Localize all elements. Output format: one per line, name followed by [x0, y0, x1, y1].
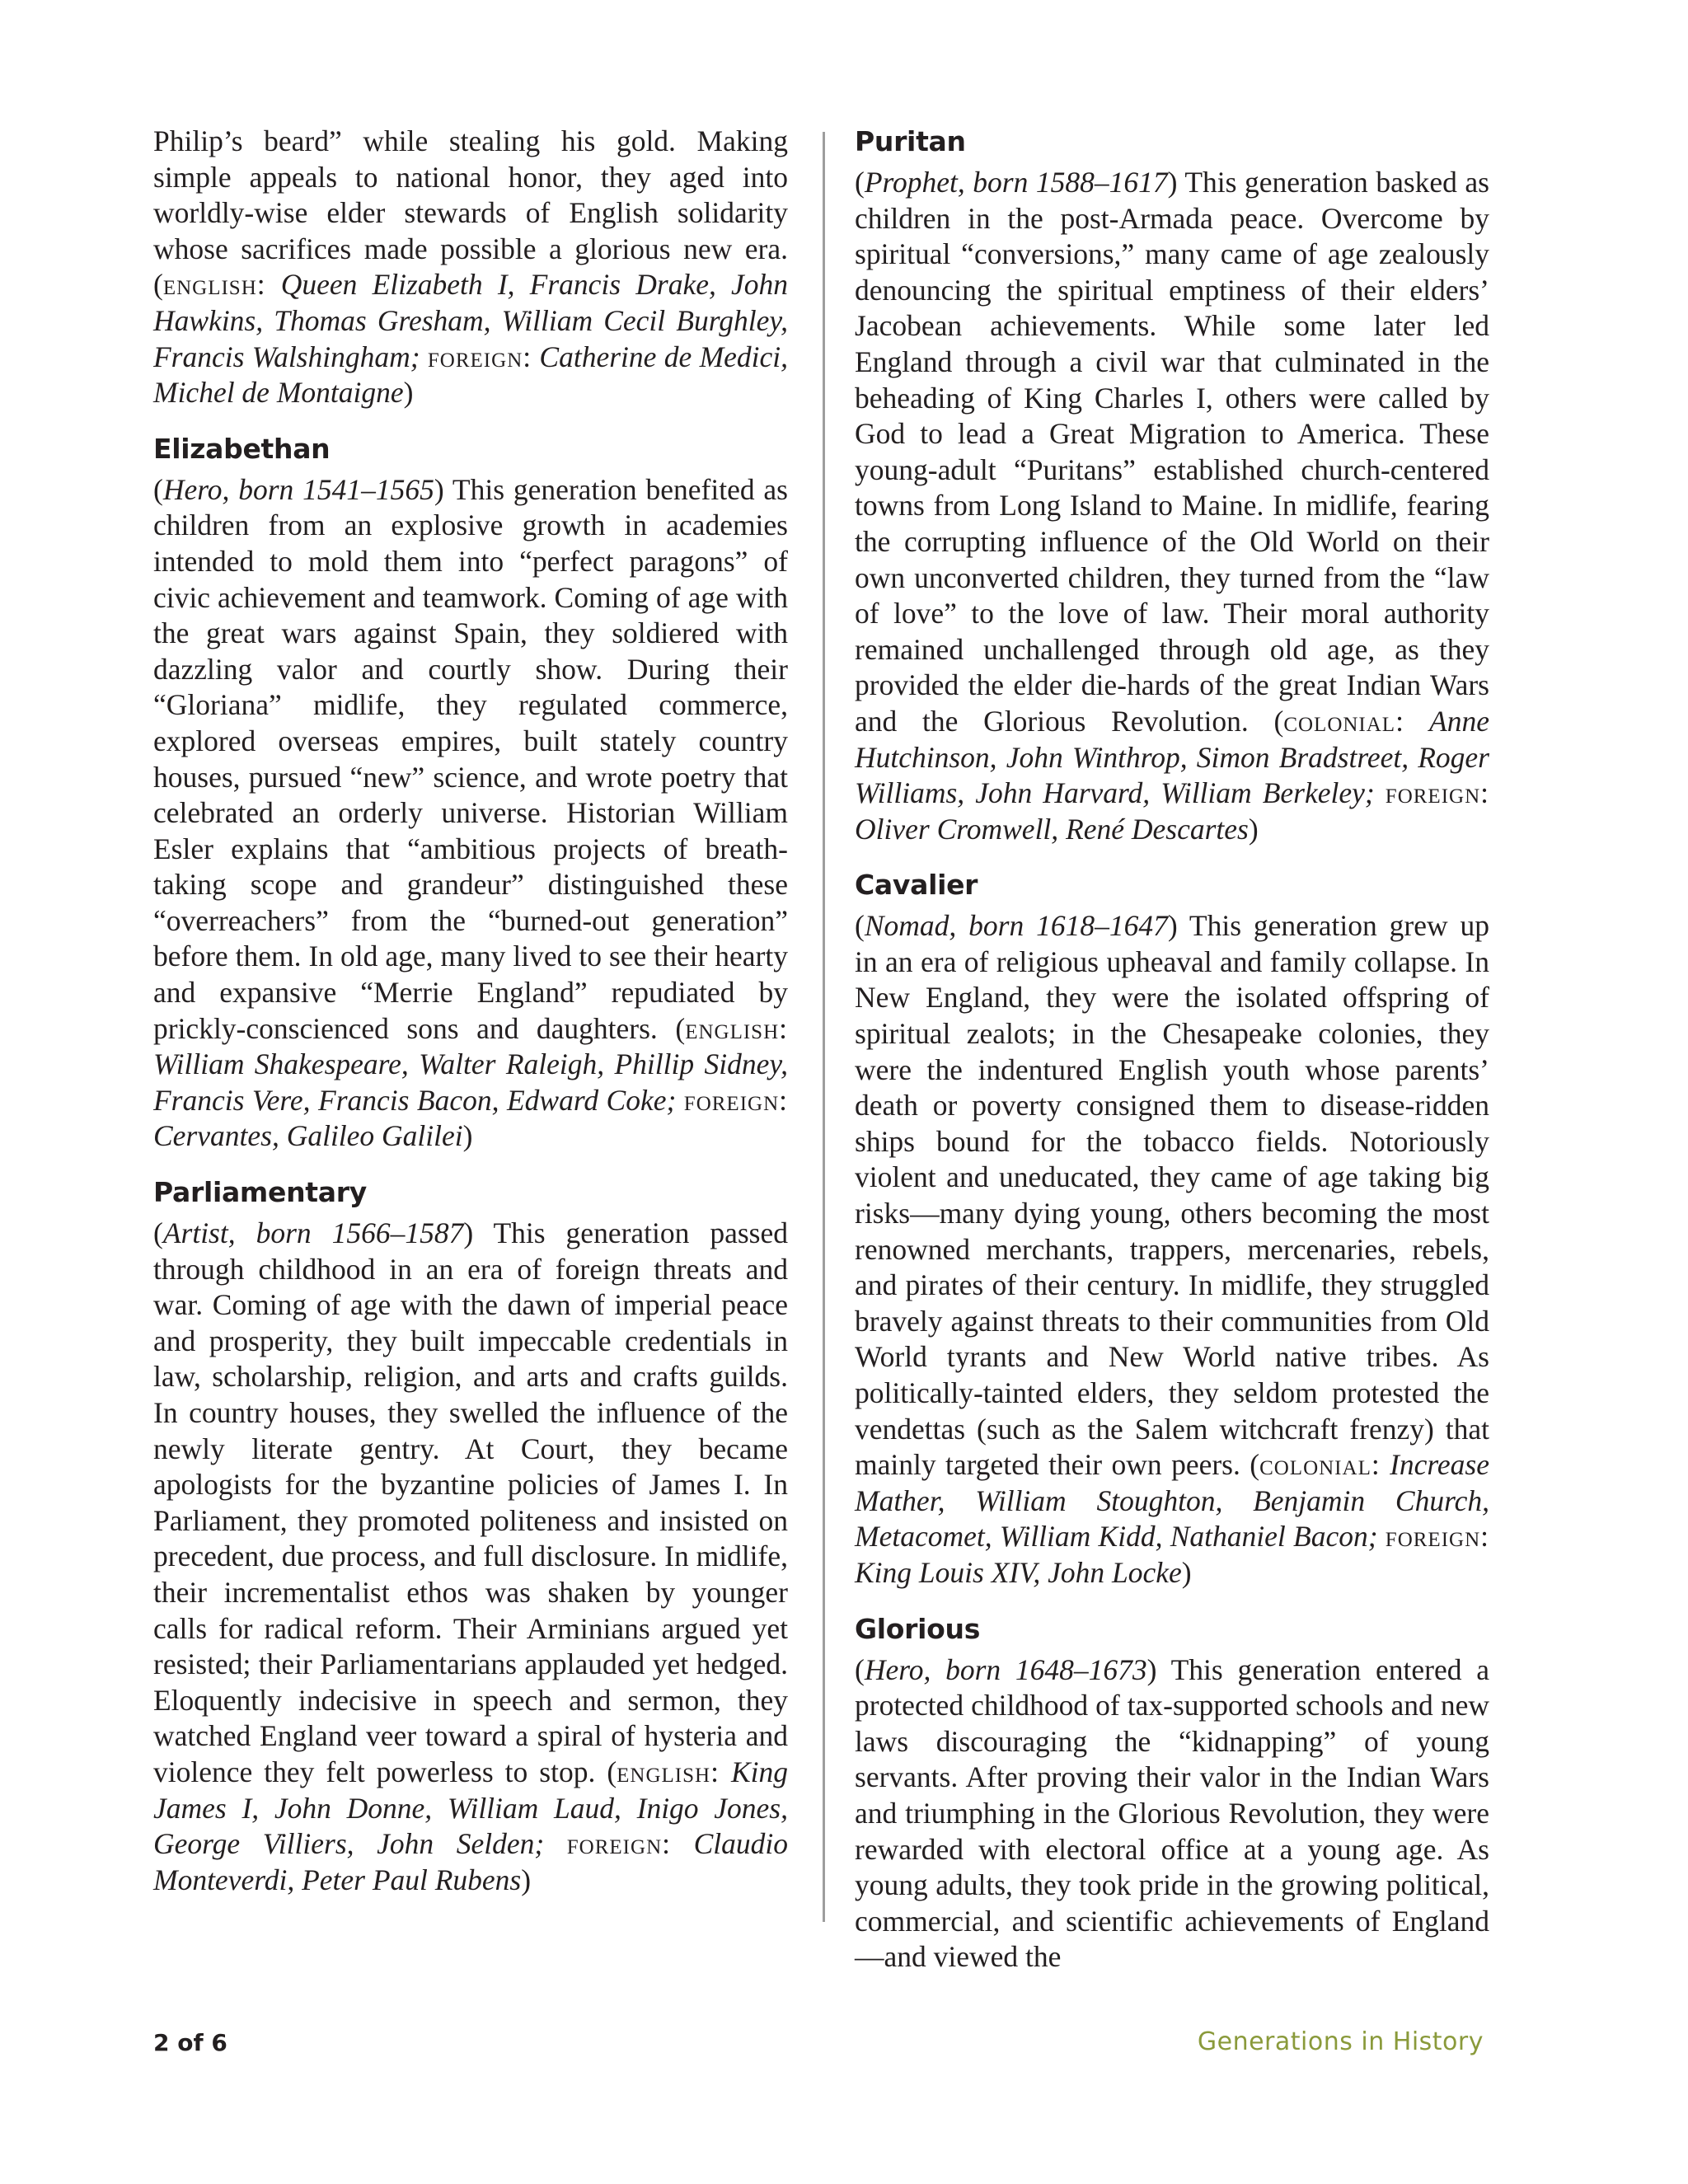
body-text: This generation basked as children in the post-Armada peace. Overcome by spiritual “conversions,” many came of age zealously denouncing the spiritual emptiness of their elders’ Jacobean achievements. While some later led England through a civil war that culminated in the beheading of King Charles I, others were called by God to lead a Great Migration to America. These young-adult “Puritans” established church-centered towns from Long Island to Maine. In midlife, fearing the corrupting influence of the Old World on their own unconverted children, they turned from the “law of love” to the love of law. Their moral authority remained unchallenged through old age, as they provided the elder die-hards of the great Indian Wars and the Glorious Revolution. (	[855, 166, 1489, 738]
archetype: Hero, born 1541–1565	[162, 472, 434, 506]
label-colonial: colonial:	[1259, 1448, 1381, 1482]
label-foreign: foreign:	[1385, 776, 1489, 810]
label-colonial: colonial:	[1283, 704, 1404, 738]
archetype: Prophet, born 1588–1617	[864, 166, 1168, 199]
right-column	[855, 124, 1489, 1975]
close-paren: )	[1181, 1555, 1192, 1589]
label-foreign: foreign:	[683, 1083, 788, 1117]
archetype: Nomad, born 1618–1647	[864, 909, 1168, 943]
names-colonial: Anne Hutchinson, John Winthrop, Simon Bradstreet, Roger Williams, John Harvard, William Berkeley;	[855, 704, 1489, 810]
section-title-cavalier: Cavalier	[855, 869, 978, 902]
intro-text: Philip’s beard” while stealing his gold. Making simple appeals to national honor, they aged into worldly-wise elder stewards of English solidarity whose sacrifices made possible a glorious new era. (	[153, 124, 788, 302]
close-paren: )	[462, 1119, 473, 1153]
intro-names-english: Queen Elizabeth I, Francis Drake, John Hawkins, Thomas Gresham, William Cecil Burghley, Francis Walshingham;	[153, 268, 788, 373]
section-title-glorious: Glorious	[855, 1612, 981, 1645]
names-colonial: Increase Mather, William Stoughton, Benjamin Church, Metacomet, William Kidd, Nathaniel Bacon;	[855, 1448, 1490, 1554]
names-foreign: King Louis XIV, John Locke	[855, 1555, 1182, 1589]
label-english: english:	[617, 1755, 720, 1788]
section-title-puritan: Puritan	[855, 125, 966, 157]
section-body-elizabethan: (Hero, born 1541–1565) This generation benefited as children from an explosive growth in academies intended to mold them into “perfect paragons” of civic achievement and teamwork. Coming of age with the great wars against Spain, they soldiered with dazzling valor and courtly show. During their “Gloriana” midlife, they regulated commerce, explored overseas empires, built stately country houses, pursued “new” science, and wrote poetry that celebrated an orderly universe. Historian William Esler explains that “ambitious projects of breath-taking scope and grandeur” distinguished these “overreachers” from the “burned-out generation” before them. In old age, many lived to see their hearty and expansive “Merrie England” repudiated by prickly-conscienced sons and daughters. (english: William Shakespeare, Walter Raleigh, Phillip Sidney, Francis Vere, Francis Bacon, Edward Coke; foreign: Cervantes, Galileo Galilei)	[153, 472, 788, 1153]
section-body-cavalier: (Nomad, born 1618–1647) This generation grew up in an era of religious upheaval and family collapse. In New England, they were the isolated offspring of spiritual zealots; in the Chesapeake colonies, they were the indentured English youth whose parents’ death or poverty consigned them to disease-ridden ships bound for the tobacco fields. Notoriously violent and uneducated, they came of age taking big risks—many dying young, others becoming the most renowned merchants, trappers, mercenaries, rebels, and pirates of their century. In midlife, they struggled bravely against threats to their communities from Old World tyrants and New World native tribes. As politically-tainted elders, they seldom protested the vendettas (such as the Salem witchcraft frenzy) that mainly targeted their own peers. (colonial: Increase Mather, William Stoughton, Benjamin Church, Metacomet, William Kidd, Nathaniel Bacon; foreign: King Louis XIV, John Locke)	[855, 909, 1490, 1589]
section-body-parliamentary: (Artist, born 1566–1587) This generation passed through childhood in an era of foreign threats and war. Coming of age with the dawn of imperial peace and prosperity, they built impeccable credentials in law, scholarship, religion, and arts and crafts guilds. In country houses, they swelled the influence of the newly literate gentry. At Court, they became apologists for the byzantine policies of James I. In Parliament, they promoted politeness and insisted on precedent, due process, and full disclosure. In midlife, their incrementalist ethos was shaken by younger calls for radical reform. Their Arminians argued yet resisted; their Parliamentarians applauded yet hedged. Eloquently indecisive in speech and sermon, they watched England veer toward a spiral of hysteria and violence they felt powerless to stop. (english: King James I, John Donne, William Laud, Inigo Jones, George Villiers, John Selden; foreign: Claudio Monteverdi, Peter Paul Rubens)	[153, 1216, 788, 1896]
intro-names-foreign: Catherine de Medici, Michel de Montaigne	[153, 340, 789, 410]
section-body-glorious: (Hero, born 1648–1673) This generation entered a protected childhood of tax-supported schools and new laws discouraging the “kidnapping” of young servants. After proving their valor in the Indian Wars and triumphing in the Glorious Revolution, they were rewarded with electoral office at a young age. As young adults, they took pride in the growing political, commercial, and scientific achievements of England—and viewed the	[855, 1652, 1489, 1974]
names-foreign: Cervantes, Galileo Galilei	[153, 1119, 463, 1153]
page-number: 2 of 6	[153, 2029, 227, 2056]
names-english: King James I, John Donne, William Laud, Inigo Jones, George Villiers, John Selden;	[153, 1755, 788, 1861]
archetype: Artist, born 1566–1587	[162, 1216, 464, 1250]
body-text: This generation passed through childhood in an era of foreign threats and war. Coming of age with the dawn of imperial peace and prosperity, they built impeccable credentials in law, scholarship, religion, and arts and crafts guilds. In country houses, they swelled the influence of the newly literate gentry. At Court, they became apologists for the byzantine policies of James I. In Parliament, they promoted politeness and insisted on precedent, due process, and full disclosure. In midlife, their incrementalist ethos was shaken by younger calls for radical reform. Their Arminians argued yet resisted; their Parliamentarians applauded yet hedged. Eloquently indecisive in speech and sermon, they watched England veer toward a spiral of hysteria and violence they felt powerless to stop. (	[153, 1216, 788, 1788]
names-foreign: Oliver Cromwell, René Descartes	[855, 812, 1249, 846]
close-paren: )	[1248, 812, 1259, 846]
label-foreign: foreign:	[1385, 1520, 1489, 1554]
intro-label-foreign: foreign:	[427, 340, 532, 373]
body-text: This generation grew up in an era of religious upheaval and family collapse. In New England, they were the isolated offspring of spiritual zealots; in the Chesapeake colonies, they were the indentured English youth whose parents’ death or poverty consigned them to disease-ridden ships bound for the tobacco fields. Notoriously violent and uneducated, they came of age taking big risks—many dying young, others becoming the most renowned merchants, trappers, mercenaries, rebels, and pirates of their century. In midlife, they struggled bravely against threats to their communities from Old World tyrants and New World native tribes. As politically-tainted elders, they seldom protested the vendettas (such as the Salem witchcraft frenzy) that mainly targeted their own peers. (	[855, 909, 1489, 1482]
close-paren: )	[521, 1863, 532, 1896]
section-body-puritan: (Prophet, born 1588–1617) This generation basked as children in the post-Armada peace. Overcome by spiritual “conversions,” many came of age zealously denouncing the spiritual emptiness of their elders’ Jacobean achievements. While some later led England through a civil war that culminated in the beheading of King Charles I, others were called by God to lead a Great Migration to America. These young-adult “Puritans” established church-centered towns from Long Island to Maine. In midlife, fearing the corrupting influence of the Old World on their own unconverted children, they turned from the “law of love” to the love of law. Their moral authority remained unchallenged through old age, as they provided the elder die-hards of the great Indian Wars and the Glorious Revolution. (colonial: Anne Hutchinson, John Winthrop, Simon Bradstreet, Roger Williams, John Harvard, William Berkeley; foreign: Oliver Cromwell, René Descartes)	[855, 166, 1489, 846]
label-english: english:	[685, 1011, 788, 1045]
section-title-elizabethan: Elizabethan	[153, 432, 331, 465]
intro-paragraph	[153, 124, 788, 411]
publication-title: Generations in History	[1197, 2027, 1484, 2056]
column-divider	[823, 132, 825, 1922]
label-foreign: foreign:	[566, 1827, 671, 1861]
body-text: This generation entered a protected childhood of tax-supported schools and new laws discouraging the “kidnapping” of young servants. After proving their valor in the Indian Wars and triumphing in the Glorious Revolution, they were rewarded with electoral office at a young age. As young adults, they took pride in the growing political, commercial, and scientific achievements of England—and viewed the	[855, 1652, 1489, 1974]
intro-close: )	[403, 376, 414, 410]
names-foreign: Claudio Monteverdi, Peter Paul Rubens	[153, 1827, 788, 1896]
left-column	[153, 124, 788, 1898]
names-english: William Shakespeare, Walter Raleigh, Phillip Sidney, Francis Vere, Francis Bacon, Edward Coke;	[153, 1047, 788, 1117]
intro-label-english: english:	[162, 268, 266, 302]
archetype: Hero, born 1648–1673	[864, 1652, 1147, 1686]
body-text: This generation benefited as children from an explosive growth in academies intended to mold them into “perfect paragons” of civic achievement and teamwork. Coming of age with the great wars against Spain, they soldiered with dazzling valor and courtly show. During their “Gloriana” midlife, they regulated commerce, explored overseas empires, built stately country houses, pursued “new” science, and wrote poetry that celebrated an orderly universe. Historian William Esler explains that “ambitious projects of breath-taking scope and grandeur” distinguished these “overreachers” from the “burned-out generation” before them. In old age, many lived to see their hearty and expansive “Merrie England” repudiated by prickly-conscienced sons and daughters. (	[153, 472, 788, 1045]
section-title-parliamentary: Parliamentary	[153, 1176, 367, 1209]
